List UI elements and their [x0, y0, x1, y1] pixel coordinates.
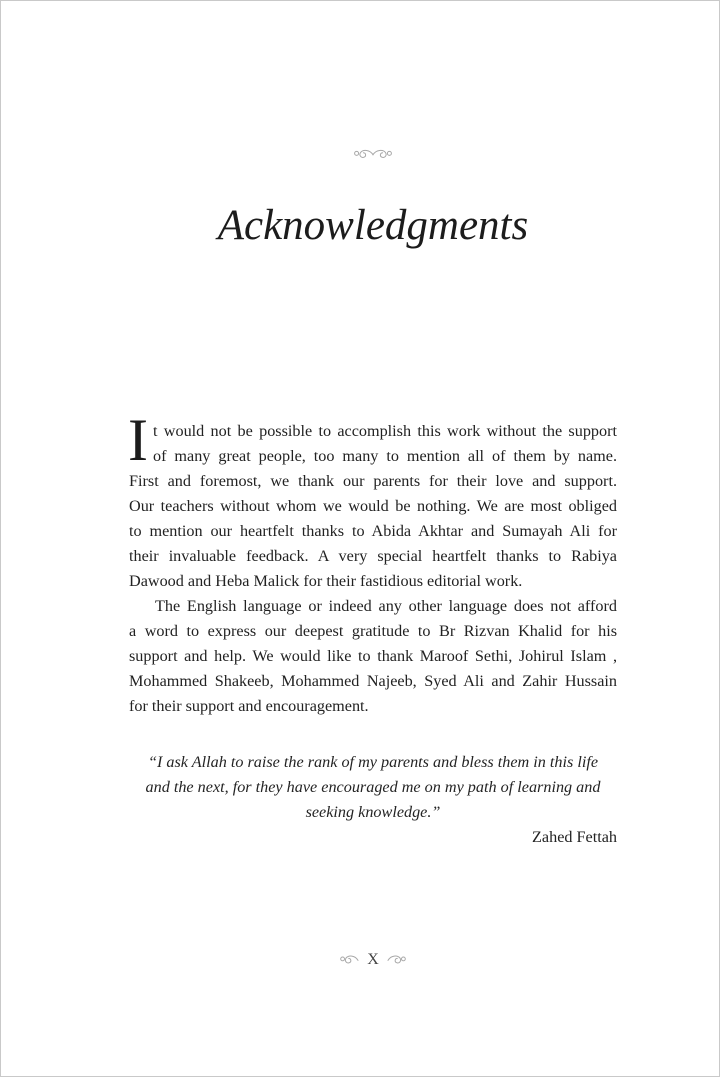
dropcap-letter: I	[128, 407, 148, 473]
body-line: of many great people, too many to mention all of them by name.	[153, 447, 617, 465]
body-line: t would not be possible to accomplish this work without the support	[153, 422, 617, 440]
body-line: Dawood and Heba Malick for their fastidious editorial work.	[129, 572, 523, 590]
body-line: Our teachers without whom we would be nothing. We are most obliged	[129, 497, 617, 515]
quote-line: seeking knowledge.”	[305, 803, 441, 821]
body-line: a word to express our deepest gratitude to Br Rizvan Khalid for his	[129, 622, 617, 640]
quote-line: “I ask Allah to raise the rank of my parents and bless them in this life	[147, 753, 599, 771]
page-footer	[129, 949, 617, 971]
body-line: support and help. We would like to thank Maroof Sethi, Johirul Islam ,	[129, 647, 617, 665]
body-line: First and foremost, we thank our parents for their love and support.	[129, 472, 617, 490]
footer-right-flourish-icon	[387, 954, 406, 966]
body-line: Mohammed Shakeeb, Mohammed Najeeb, Syed Ali and Zahir Hussain	[129, 672, 617, 690]
body-line: to mention our heartfelt thanks to Abida Akhtar and Sumayah Ali for	[129, 522, 617, 540]
quote-line: and the next, for they have encouraged me on my path of learning and	[145, 778, 601, 796]
quote-attribution: Zahed Fettah	[532, 828, 617, 846]
body-line: The English language or indeed any other language does not afford	[155, 597, 617, 615]
body-line: for their support and encouragement.	[129, 697, 369, 715]
dedication-quote	[129, 750, 617, 850]
header-flourish-icon	[129, 148, 617, 161]
text-column	[129, 1, 617, 1076]
body-line: their invaluable feedback. A very special heartfelt thanks to Rabiya	[129, 547, 617, 565]
page-number: X	[367, 951, 379, 968]
footer-left-flourish-icon	[340, 954, 359, 966]
body-text	[128, 407, 617, 719]
page-title: Acknowledgments	[217, 202, 529, 249]
